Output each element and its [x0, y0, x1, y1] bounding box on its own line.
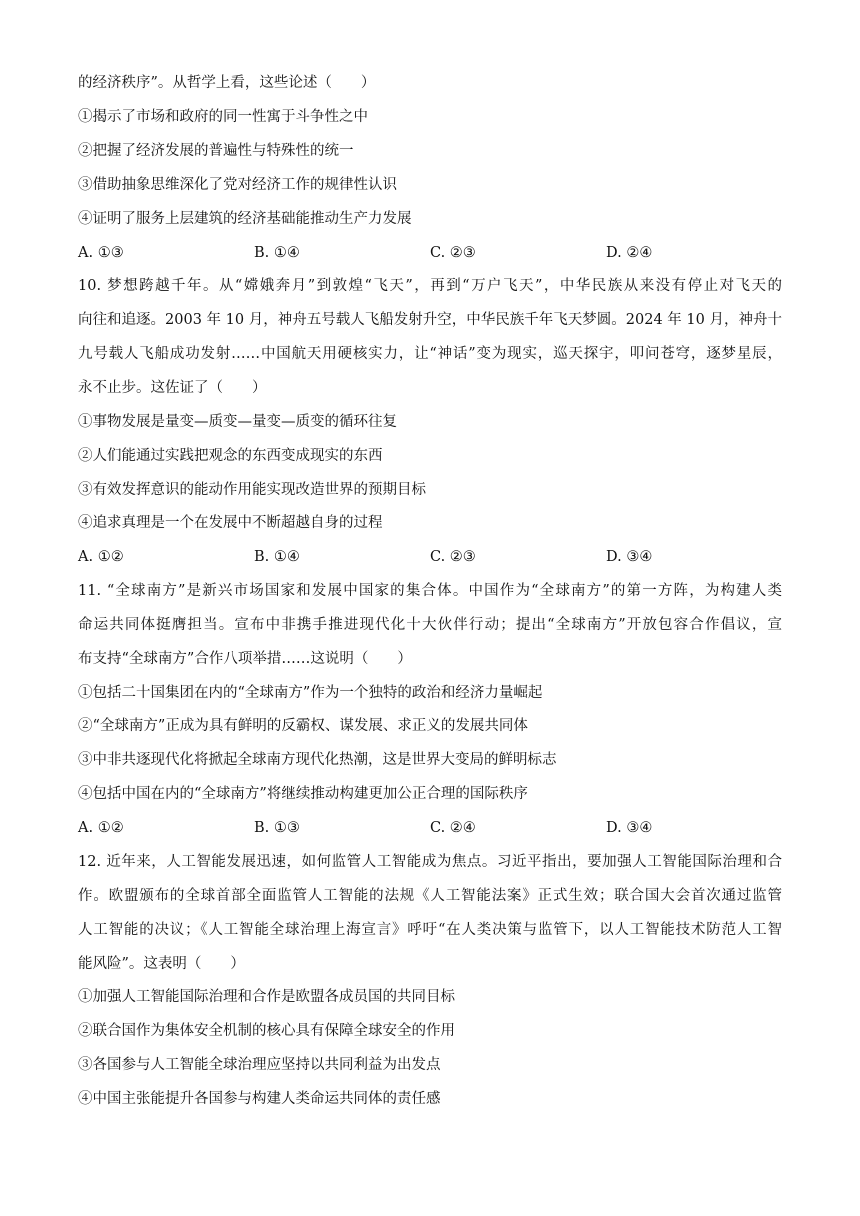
q11-stem-line-1: 11. “全球南方”是新兴市场国家和发展中国家的集合体。中国作为“全球南方”的第一方阵，为构建人类 [78, 583, 782, 599]
q11-options [78, 818, 778, 838]
q10-option-b[interactable]: B. ①④ [254, 549, 300, 565]
q12-stem-line-1: 12. 近年来，人工智能发展迅速，如何监管人工智能成为焦点。习近平指出，要加强人工智能国际治理和合 [78, 854, 782, 870]
q11-option-b[interactable]: B. ①③ [254, 820, 300, 836]
q11-option-c[interactable]: C. ②④ [430, 820, 476, 836]
q10-statement-2: ②人们能通过实践把观念的东西变成现实的东西 [78, 448, 383, 464]
q11-option-d[interactable]: D. ③④ [606, 820, 653, 836]
q11-statement-4: ④包括中国在内的“全球南方”将继续推动构建更加公正合理的国际秩序 [78, 786, 528, 802]
q12-stem-line-2: 作。欧盟颁布的全球首部全面监管人工智能的法规《人工智能法案》正式生效；联合国大会首次通过监管 [78, 888, 782, 904]
q11-option-a[interactable]: A. ①② [78, 820, 124, 836]
q11-statement-2: ②“全球南方”正成为具有鲜明的反霸权、谋发展、求正义的发展共同体 [78, 718, 528, 734]
q10-option-c[interactable]: C. ②③ [430, 549, 476, 565]
q9-statement-2: ②把握了经济发展的普遍性与特殊性的统一 [78, 143, 354, 159]
q12-stem-line-4: 能风险”。这表明（ ） [78, 956, 245, 972]
q10-statement-1: ①事物发展是量变—质变—量变—质变的循环往复 [78, 414, 397, 430]
q11-statement-1: ①包括二十国集团在内的“全球南方”作为一个独特的政治和经济力量崛起 [78, 685, 543, 701]
q9-option-d[interactable]: D. ②④ [606, 245, 653, 261]
q9-statement-4: ④证明了服务上层建筑的经济基础能推动生产力发展 [78, 211, 412, 227]
q10-stem-line-2: 向往和追逐。2003 年 10 月，神舟五号载人飞船发射升空，中华民族千年飞天梦圆。2024 年 10 月，神舟十 [78, 312, 782, 328]
q9-stem-tail: 的经济秩序”。从哲学上看，这些论述（ ） [78, 75, 376, 91]
q10-option-d[interactable]: D. ③④ [606, 549, 653, 565]
q12-statement-4: ④中国主张能提升各国参与构建人类命运共同体的责任感 [78, 1091, 441, 1107]
q12-statement-2: ②联合国作为集体安全机制的核心具有保障全球安全的作用 [78, 1023, 455, 1039]
q10-stem-line-1: 10. 梦想跨越千年。从“嫦娥奔月”到敦煌“飞天”，再到“万户飞天”，中华民族从来没有停止对飞天的 [78, 278, 782, 294]
q10-statement-3: ③有效发挥意识的能动作用能实现改造世界的预期目标 [78, 482, 426, 498]
q12-stem-line-3: 人工智能的决议；《人工智能全球治理上海宣言》呼吁“在人类决策与监管下，以人工智能技术防范人工智 [78, 922, 782, 938]
q9-statement-1: ①揭示了市场和政府的同一性寓于斗争性之中 [78, 109, 368, 125]
q9-option-c[interactable]: C. ②③ [430, 245, 476, 261]
q11-stem-line-3: 布支持“全球南方”合作八项举措……这说明（ ） [78, 651, 412, 667]
q10-statement-4: ④追求真理是一个在发展中不断超越自身的过程 [78, 515, 383, 531]
q11-statement-3: ③中非共逐现代化将掀起全球南方现代化热潮，这是世界大变局的鲜明标志 [78, 752, 557, 768]
q10-option-a[interactable]: A. ①② [78, 549, 124, 565]
q10-stem-line-4: 永不止步。这佐证了（ ） [78, 380, 267, 396]
q11-stem-line-2: 命运共同体挺膺担当。宣布中非携手推进现代化十大伙伴行动；提出“全球南方”开放包容合作倡议，宣 [78, 617, 782, 633]
q9-option-b[interactable]: B. ①④ [254, 245, 300, 261]
q10-stem-line-3: 九号载人飞船成功发射……中国航天用硬核实力，让“神话”变为现实，巡天探宇，叩问苍穹，逐梦星辰， [78, 346, 782, 362]
q12-statement-3: ③各国参与人工智能全球治理应坚持以共同利益为出发点 [78, 1057, 441, 1073]
q9-options [78, 243, 778, 263]
q12-statement-1: ①加强人工智能国际治理和合作是欧盟各成员国的共同目标 [78, 989, 455, 1005]
q9-option-a[interactable]: A. ①③ [78, 245, 124, 261]
q9-statement-3: ③借助抽象思维深化了党对经济工作的规律性认识 [78, 177, 397, 193]
q10-options [78, 547, 778, 567]
